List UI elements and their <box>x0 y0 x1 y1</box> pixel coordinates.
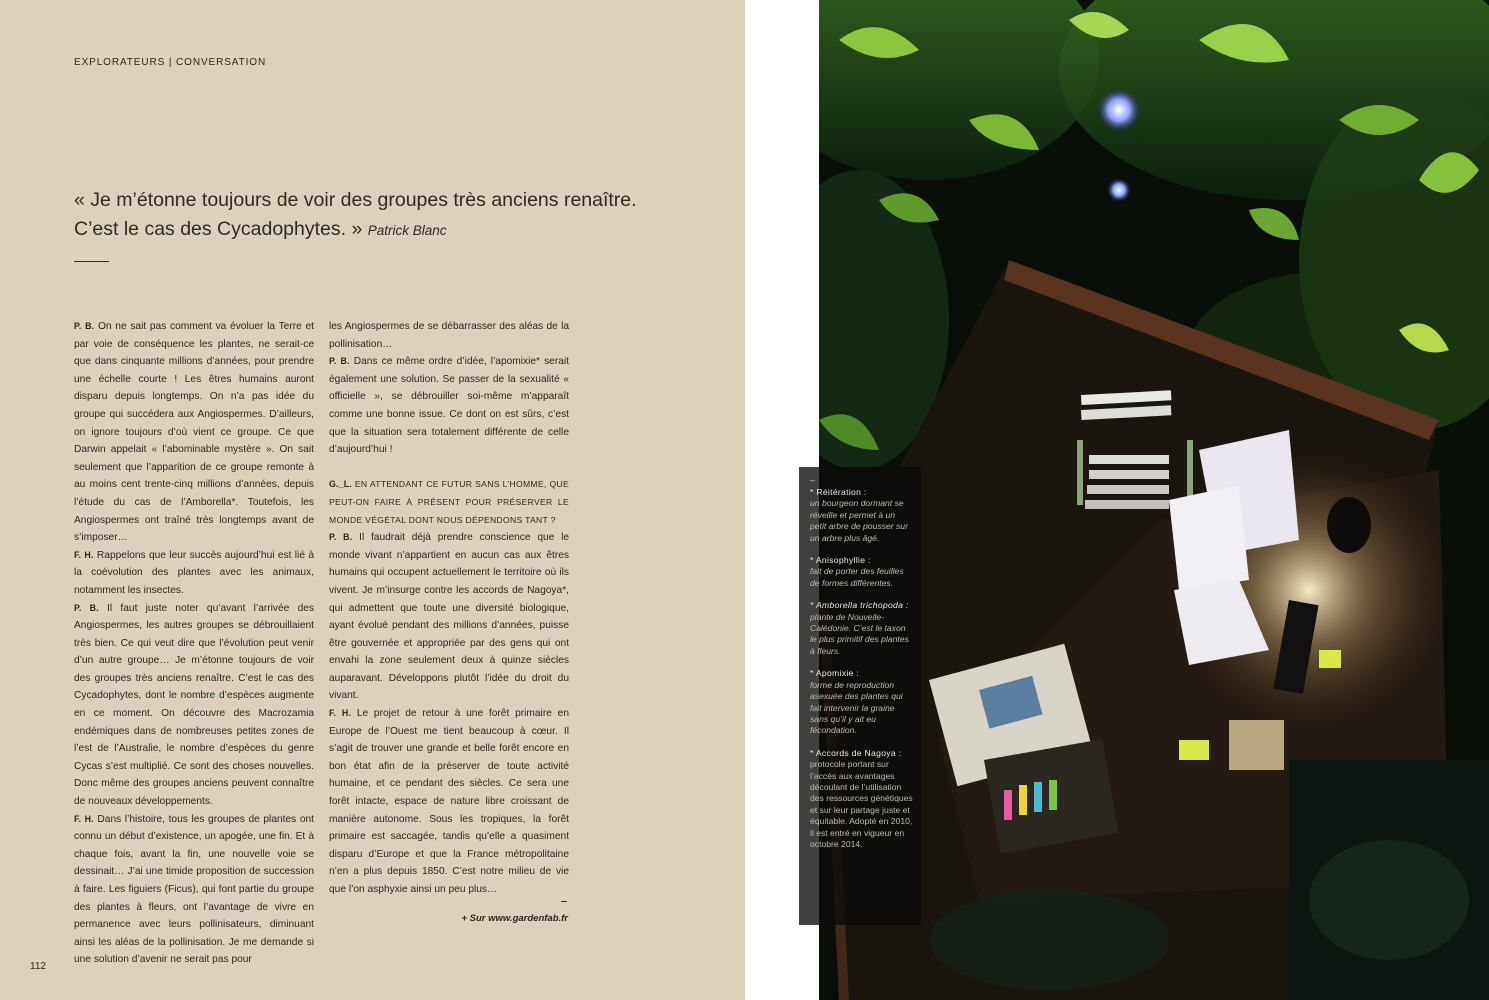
glossary-definition: forme de reproduction asexuée des plantes qui fait intervenir la graine sans qu’il y ait eu fécondation. <box>810 679 903 736</box>
paragraph <box>74 547 314 600</box>
paper-sheet <box>1169 485 1249 590</box>
pull-quote-rule <box>74 261 109 262</box>
paragraph <box>329 705 569 899</box>
paragraph-text: On ne sait pas comment va évoluer la Terre et par voie de conséquence les plantes, ne serait-ce que dans cinquante millions d’années, pour prendre une échelle courte ! Les êtres humains auront disparu depuis longtemps. On n’a pas idée du groupe qui succédera aux Angiospermes. D’ailleurs, on ignore toujours d’où vient ce groupe. Ce que Darwin appelait « l’abominable mystère ». On sait seulement que l’apparition de ce groupe remonte à au moins cent trente-cinq millions d’années, depuis l’étude du cas de l’Amborella*. Toutefois, les Angiospermes ont traîné très longtemps avant de s’imposer… <box>74 321 314 544</box>
pull-quote <box>74 186 694 245</box>
spotlight <box>1107 178 1131 202</box>
paragraph <box>74 318 314 547</box>
glossary-entry <box>810 555 913 589</box>
section-label: EXPLORATEURS | CONVERSATION <box>74 57 267 68</box>
paragraph <box>329 353 569 459</box>
paragraph-text: Le projet de retour à une forêt primaire en Europe de l’Ouest me tient beaucoup à cœur. Il s’agit de trouver une grande et belle forêt encore en bon état afin de la préserver de toute activité humaine, et ce pendant des siècles. Ce sera une forêt intacte, espace de nature libre croissant de manière autonome. Sous les tropiques, la forêt primaire est saccagée, tandis qu’elle a quasiment disparu d’Europe et que la France métropolitaine n’en a plus depuis 1850. C’est notre milieu de vie que l’on asphyxie ainsi un peu plus… <box>329 708 569 895</box>
pull-quote-line-2-text: C’est le cas des Cycadophytes. » <box>74 218 363 240</box>
paragraph <box>74 811 314 969</box>
text-column-right <box>329 318 569 899</box>
glossary-term: * Anisophyllie : <box>810 555 871 566</box>
paragraph-text: Dans ce même ordre d’idée, l’apomixie* serait également une solution. Se passer de la sexualité « officielle », se débrouiller soi-même m’apparaît comme une bonne issue. Ce dont on est sûrs, c’est que la situation sera totalement différente de celle d’aujourd’hui ! <box>329 356 570 456</box>
paragraph-gap <box>329 459 569 477</box>
paragraph <box>329 529 569 705</box>
web-link[interactable]: + Sur www.gardenfab.fr <box>461 913 568 924</box>
text-column-left <box>74 318 314 969</box>
speaker: P. B. <box>74 321 95 331</box>
speaker: F. H. <box>74 549 94 560</box>
speaker: P. B. <box>329 356 350 367</box>
glossary-dash: – <box>810 475 815 485</box>
glossary-entry <box>810 748 913 851</box>
paragraph-continuation: les Angiospermes de se débarrasser des aléas de la pollinisation… <box>329 321 569 350</box>
paragraph-text: Rappelons que leur succès aujourd’hui est lié à la coévolution des plantes avec les animaux, notamment les insectes. <box>74 549 314 596</box>
speaker: F. H. <box>329 708 352 719</box>
glossary-definition: un bourgeon dormant se réveille et permet à un petit arbre de pousser sur un arbre plus âgé. <box>810 498 908 543</box>
speaker: P. B. <box>74 602 99 613</box>
paragraph-text: Il faudrait déjà prendre conscience que le monde vivant n’appartient en aucun cas aux êtres humains qui occupent actuellement le territoire où ils vivent. Je m’insurge contre les accords de Nagoya*, qui admettent que toute une diversité biologique, ayant évolué pendant des millions d’années, puisse être gouvernée et appropriée par des gens qui ont envahi la zone seulement deux à quinze siècles auparavant. Développons plutôt l’idée du droit du vivant. <box>329 532 570 702</box>
glossary-term: * Amborella trichopoda : <box>810 600 909 611</box>
interview-question <box>329 476 569 529</box>
glossary-definition: protocole portant sur l’accès aux avantages découlant de l’utilisation des ressources génétiques et sur leur partage juste et équitable. Adopté en 2010, il est entré en vigueur en octobre 2014. <box>810 759 913 849</box>
glossary-term: * Réitération : <box>810 487 867 497</box>
glossary-term: * Accords de Nagoya : <box>810 747 902 758</box>
glossary-entry <box>810 600 913 657</box>
glossary-definition: fait de porter des feuilles de formes différentes. <box>810 566 904 588</box>
paragraph <box>74 600 314 811</box>
speaker: F. H. <box>74 813 94 824</box>
pull-quote-line-1: « Je m’étonne toujours de voir des groupes très anciens renaître. <box>74 189 637 211</box>
sticky-note <box>1179 740 1209 760</box>
paragraph-text: Il faut juste noter qu’avant l’arrivée des Angiospermes, les autres groupes se débrouillaient très bien. Ce qui veut dire que l’évolution peut venir d’un autre groupe… Je m’étonne toujours de voir des groupes très anciens renaître. C’est le cas des Cycadophytes, dont le nombre d’espèces augmente en ce moment. On découvre des Macrozamia endémiques dans de nombreuses petites zones de l’est de l’Australie, le nombre d’espèces du genre Cycas s’est multiplié. Ce sont des choses nouvelles. Donc même des groupes anciens peuvent connaître de nouveaux développements. <box>74 602 315 808</box>
pull-quote-author: Patrick Blanc <box>367 223 447 238</box>
web-link-dash <box>561 901 567 902</box>
lamp-shade <box>1327 497 1371 553</box>
speaker: P. B. <box>329 532 353 543</box>
paragraph-text: Dans l’histoire, tous les groupes de plantes ont connu un début d’existence, un apogée, une fin. Et à chaque fois, avant la fin, une nouvelle voie se dessinait… J’ai une timide proposition de succession à faire. Les figuiers (Ficus), qui font partie du groupe des plantes à fleurs, ont l’avantage de vivre en permanence avec leurs pollinisateurs, diminuant ainsi les aléas de la pollinisation. Je me demande si une solution d’avenir ne serait pas pour <box>74 813 314 966</box>
tray <box>1229 720 1284 770</box>
spotlight <box>1097 88 1141 132</box>
glossary-entry <box>810 668 913 736</box>
glossary-definition: plante de Nouvelle-Calédonie. C’est le taxon le plus primitif des plantes à fleurs. <box>810 611 909 656</box>
page-number: 112 <box>30 961 46 972</box>
glossary-sidebar <box>799 467 921 925</box>
glossary-entry <box>810 487 913 544</box>
speaker: G._L. <box>329 479 352 490</box>
sticky-note <box>1319 650 1341 668</box>
question-text: EN ATTENDANT CE FUTUR SANS L’HOMME, QUE PEUT-ON FAIRE À PRÉSENT POUR PRÉSERVER LE MONDE VÉGÉTAL DONT NOUS DÉPENDONS TANT ? <box>329 479 569 525</box>
pull-quote-line-2 <box>74 215 694 245</box>
glossary-term: * Apomixie : <box>810 668 859 679</box>
